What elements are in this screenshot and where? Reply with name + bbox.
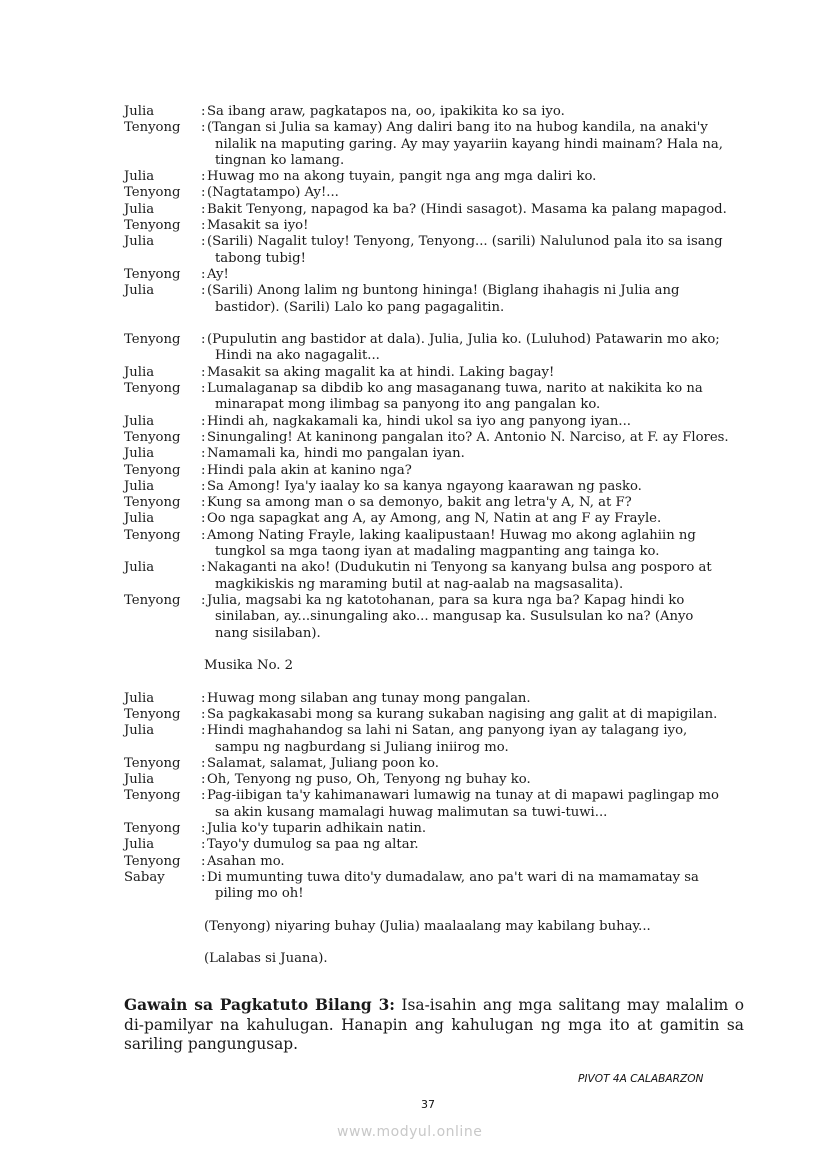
dialogue-text-line: bastidor). (Sarili) Lalo ko pang pagagalitin. xyxy=(215,299,505,315)
speaker-name: Tenyong xyxy=(124,788,181,804)
learning-task xyxy=(124,996,744,1055)
dialogue-text xyxy=(207,185,744,201)
colon-separator: : xyxy=(201,266,206,282)
dialogue-text xyxy=(207,202,744,218)
dialogue-text xyxy=(207,870,744,903)
colon-separator: : xyxy=(201,169,206,185)
speaker-name: Tenyong xyxy=(124,332,181,348)
footer-label: PIVOT 4A CALABARZON xyxy=(578,1073,704,1085)
dialogue-text-line: (Pupulutin ang bastidor at dala). Julia, Julia ko. (Luluhod) Patawarin mo ako; xyxy=(207,332,720,348)
dialogue-line xyxy=(124,854,744,870)
dialogue-text xyxy=(207,495,744,511)
dialogue-line xyxy=(124,511,744,527)
speaker-name: Tenyong xyxy=(124,429,181,445)
dialogue-text-line: (Sarili) Anong lalim ng buntong hininga! (Biglang ihahagis ni Julia ang xyxy=(207,283,680,299)
colon-separator: : xyxy=(201,560,206,576)
dialogue-text xyxy=(207,528,744,561)
dialogue-line xyxy=(124,283,744,316)
colon-separator: : xyxy=(201,690,206,706)
dialogue-text-line: tabong tubig! xyxy=(215,250,306,266)
dialogue-text-line: Julia, magsabi ka ng katotohanan, para sa kura nga ba? Kapag hindi ko xyxy=(207,592,685,608)
stage-direction xyxy=(124,951,744,967)
colon-separator: : xyxy=(201,495,206,511)
dialogue-text-line: Ay! xyxy=(207,266,229,282)
dialogue-line xyxy=(124,430,744,446)
speaker-name: Julia xyxy=(124,234,155,250)
dialogue-text-line: tingnan ko lamang. xyxy=(215,152,345,168)
dialogue-text-line: Di mumunting tuwa dito'y dumadalaw, ano pa't wari di na mamamatay sa xyxy=(207,869,699,885)
dialogue-line xyxy=(124,169,744,185)
speaker-name: Tenyong xyxy=(124,381,181,397)
task-body: Isa-isahin ang mga salitang may malalim o di-pamilyar na kahulugan. Hanapin ang kahulugan ng mga ito at gamitin sa sariling pangungusap. xyxy=(124,996,744,1053)
dialogue-line xyxy=(124,772,744,788)
dialogue-text-line: Huwag mong silaban ang tunay mong pangalan. xyxy=(207,690,531,706)
speaker-name: Tenyong xyxy=(124,120,181,136)
dialogue-text-line: Julia ko'y tuparin adhikain natin. xyxy=(207,821,427,837)
speaker-name: Sabay xyxy=(124,869,165,885)
dialogue-text-line: tungkol sa mga taong iyan at madaling magpanting ang tainga ko. xyxy=(215,544,660,560)
dialogue-text xyxy=(207,707,744,723)
dialogue-text xyxy=(207,446,744,462)
dialogue-text-line: Namamali ka, hindi mo pangalan iyan. xyxy=(207,446,465,462)
dialogue-line xyxy=(124,365,744,381)
dialogue-text-line: Among Nating Frayle, laking kaalipustaan! Huwag mo akong aglahiin ng xyxy=(207,527,696,543)
speaker-name: Tenyong xyxy=(124,218,181,234)
musika-label-text: Musika No. 2 xyxy=(204,658,294,674)
speaker-name: Tenyong xyxy=(124,706,181,722)
dialogue-line xyxy=(124,821,744,837)
stage-direction-text: (Lalabas si Juana). xyxy=(204,951,328,967)
dialogue-line xyxy=(124,756,744,772)
dialogue-text-line: minarapat mong ilimbag sa panyong ito ang pangalan ko. xyxy=(215,397,601,413)
dialogue-text-line: Tayo'y dumulog sa paa ng altar. xyxy=(207,837,419,853)
speaker-name: Tenyong xyxy=(124,462,181,478)
dialogue-text-line: Salamat, salamat, Juliang poon ko. xyxy=(207,755,439,771)
dialogue-text-line: Sa ibang araw, pagkatapos na, oo, ipakikita ko sa iyo. xyxy=(207,104,565,119)
speaker-name: Julia xyxy=(124,837,155,853)
colon-separator: : xyxy=(201,478,206,494)
colon-separator: : xyxy=(201,234,206,250)
colon-separator: : xyxy=(201,706,206,722)
dialogue-text-line: Sa pagkakasabi mong sa kurang sukaban nagising ang galit at di mapigilan. xyxy=(207,706,718,722)
dialogue-text xyxy=(207,772,744,788)
dialogue-text-line: Hindi na ako nagagalit... xyxy=(215,348,380,364)
dialogue-line xyxy=(124,185,744,201)
dialogue-text xyxy=(207,234,744,267)
play-script xyxy=(124,104,744,968)
colon-separator: : xyxy=(201,120,206,136)
speaker-name: Julia xyxy=(124,560,155,576)
speaker-name: Julia xyxy=(124,446,155,462)
colon-separator: : xyxy=(201,218,206,234)
dialogue-line xyxy=(124,414,744,430)
dialogue-text-line: Oh, Tenyong ng puso, Oh, Tenyong ng buhay ko. xyxy=(207,772,531,788)
dialogue-text xyxy=(207,854,744,870)
colon-separator: : xyxy=(201,201,206,217)
dialogue-text-line: Huwag mo na akong tuyain, pangit nga ang mga daliri ko. xyxy=(207,169,597,185)
speaker-name: Julia xyxy=(124,364,155,380)
dialogue-text-line: Sinungaling! At kaninong pangalan ito? A. Antonio N. Narciso, at F. ay Flores. xyxy=(207,429,729,445)
dialogue-line xyxy=(124,723,744,756)
dialogue-line xyxy=(124,120,744,169)
dialogue-text-line: Hindi ah, nagkakamali ka, hindi ukol sa iyo ang panyong iyan... xyxy=(207,413,631,429)
dialogue-line xyxy=(124,104,744,120)
dialogue-text-line: Oo nga sapagkat ang A, ay Among, ang N, Natin at ang F ay Frayle. xyxy=(207,511,662,527)
dialogue-text-line: Sa Among! Iya'y iaalay ko sa kanya ngayong kaarawan ng pasko. xyxy=(207,478,642,494)
dialogue-text-line: (Tangan si Julia sa kamay) Ang daliri bang ito na hubog kandila, na anaki'y xyxy=(207,120,708,136)
speaker-name: Julia xyxy=(124,772,155,788)
dialogue-text xyxy=(207,756,744,772)
speaker-name: Julia xyxy=(124,511,155,527)
dialogue-text xyxy=(207,788,744,821)
dialogue-text-line: Asahan mo. xyxy=(207,853,285,869)
colon-separator: : xyxy=(201,837,206,853)
dialogue-text-line: magkikiskis ng maraming butil at nag-aalab na magsasalita). xyxy=(215,576,624,592)
dialogue-line xyxy=(124,560,744,593)
dialogue-text xyxy=(207,120,744,169)
speaker-name: Tenyong xyxy=(124,185,181,201)
dialogue-text-line: Hindi pala akin at kanino nga? xyxy=(207,462,412,478)
dialogue-text-line: piling mo oh! xyxy=(215,886,304,902)
dialogue-text-line: Masakit sa aking magalit ka at hindi. Laking bagay! xyxy=(207,364,555,380)
colon-separator: : xyxy=(201,755,206,771)
speaker-name: Julia xyxy=(124,413,155,429)
speaker-name: Julia xyxy=(124,478,155,494)
dialogue-text xyxy=(207,267,744,283)
dialogue-text-line: Nakaganti na ako! (Dudukutin ni Tenyong sa kanyang bulsa ang posporo at xyxy=(207,560,712,576)
speaker-name: Tenyong xyxy=(124,821,181,837)
dialogue-line xyxy=(124,593,744,642)
dialogue-text-line: Masakit sa iyo! xyxy=(207,218,309,234)
dialogue-text-line: (Sarili) Nagalit tuloy! Tenyong, Tenyong... (sarili) Nalulunod pala ito sa isang xyxy=(207,234,723,250)
dialogue-text xyxy=(207,593,744,642)
dialogue-line xyxy=(124,870,744,903)
dialogue-text-line: nilalik na maputing garing. Ay may yayariin kayang hindi mainam? Hala na, xyxy=(215,136,723,152)
dialogue-line xyxy=(124,691,744,707)
dialogue-text xyxy=(207,511,744,527)
dialogue-text-line: Pag-iibigan ta'y kahimanawari lumawig na tunay at di mapawi paglingap mo xyxy=(207,788,719,804)
dialogue-text xyxy=(207,691,744,707)
closing-line-text: (Tenyong) niyaring buhay (Julia) maalaalang may kabilang buhay... xyxy=(204,918,651,934)
watermark: www.modyul.online xyxy=(337,1124,483,1140)
dialogue-line xyxy=(124,463,744,479)
speaker-name: Julia xyxy=(124,723,155,739)
speaker-name: Julia xyxy=(124,690,155,706)
colon-separator: : xyxy=(201,332,206,348)
colon-separator: : xyxy=(201,511,206,527)
dialogue-text xyxy=(207,381,744,414)
colon-separator: : xyxy=(201,429,206,445)
colon-separator: : xyxy=(201,104,206,119)
speaker-name: Tenyong xyxy=(124,592,181,608)
speaker-name: Tenyong xyxy=(124,495,181,511)
dialogue-text-line: Lumalaganap sa dibdib ko ang masaganang tuwa, narito at nakikita ko na xyxy=(207,381,703,397)
colon-separator: : xyxy=(201,381,206,397)
dialogue-text xyxy=(207,479,744,495)
colon-separator: : xyxy=(201,413,206,429)
colon-separator: : xyxy=(201,853,206,869)
dialogue-line xyxy=(124,332,744,365)
dialogue-text-line: sinilaban, ay...sinungaling ako... mangusap ka. Susulsulan ko na? (Anyo xyxy=(215,609,694,625)
dialogue-text-line: Hindi maghahandog sa lahi ni Satan, ang panyong iyan ay talagang iyo, xyxy=(207,723,688,739)
dialogue-text xyxy=(207,821,744,837)
speaker-name: Tenyong xyxy=(124,853,181,869)
dialogue-line xyxy=(124,495,744,511)
colon-separator: : xyxy=(201,869,206,885)
speaker-name: Tenyong xyxy=(124,755,181,771)
dialogue-line xyxy=(124,446,744,462)
dialogue-text xyxy=(207,365,744,381)
dialogue-text xyxy=(207,104,744,120)
dialogue-text xyxy=(207,283,744,316)
dialogue-line xyxy=(124,479,744,495)
dialogue-text-line: (Nagtatampo) Ay!... xyxy=(207,185,339,201)
dialogue-text-line: Kung sa among man o sa demonyo, bakit ang letra'y A, N, at F? xyxy=(207,495,632,511)
page-number: 37 xyxy=(421,1098,435,1111)
closing-line xyxy=(124,919,744,935)
dialogue-text xyxy=(207,414,744,430)
dialogue-line xyxy=(124,234,744,267)
speaker-name: Julia xyxy=(124,169,155,185)
dialogue-text-line: sa akin kusang mamalagi huwag malimutan sa tuwi-tuwi... xyxy=(215,804,608,820)
dialogue-text xyxy=(207,723,744,756)
dialogue-block-1 xyxy=(124,104,744,642)
dialogue-text xyxy=(207,332,744,365)
dialogue-line xyxy=(124,528,744,561)
speaker-name: Tenyong xyxy=(124,266,181,282)
dialogue-line xyxy=(124,218,744,234)
colon-separator: : xyxy=(201,185,206,201)
speaker-name: Julia xyxy=(124,283,155,299)
dialogue-line xyxy=(124,788,744,821)
task-heading: Gawain sa Pagkatuto Bilang 3: xyxy=(124,996,395,1014)
speaker-name: Julia xyxy=(124,104,155,119)
dialogue-block-2 xyxy=(124,691,744,903)
dialogue-text xyxy=(207,218,744,234)
colon-separator: : xyxy=(201,364,206,380)
colon-separator: : xyxy=(201,772,206,788)
colon-separator: : xyxy=(201,283,206,299)
colon-separator: : xyxy=(201,446,206,462)
dialogue-text xyxy=(207,837,744,853)
colon-separator: : xyxy=(201,723,206,739)
colon-separator: : xyxy=(201,527,206,543)
dialogue-line xyxy=(124,837,744,853)
dialogue-text xyxy=(207,430,744,446)
dialogue-text-line: nang sisilaban). xyxy=(215,625,321,641)
dialogue-text-line: sampu ng nagburdang si Juliang iniirog mo. xyxy=(215,739,509,755)
colon-separator: : xyxy=(201,462,206,478)
dialogue-text xyxy=(207,560,744,593)
colon-separator: : xyxy=(201,788,206,804)
colon-separator: : xyxy=(201,592,206,608)
dialogue-line xyxy=(124,381,744,414)
colon-separator: : xyxy=(201,821,206,837)
dialogue-line xyxy=(124,202,744,218)
dialogue-text xyxy=(207,463,744,479)
dialogue-line xyxy=(124,267,744,283)
musika-label xyxy=(124,658,744,674)
speaker-name: Tenyong xyxy=(124,527,181,543)
dialogue-line xyxy=(124,707,744,723)
dialogue-text-line: Bakit Tenyong, napagod ka ba? (Hindi sasagot). Masama ka palang mapagod. xyxy=(207,201,727,217)
speaker-name: Julia xyxy=(124,201,155,217)
dialogue-text xyxy=(207,169,744,185)
